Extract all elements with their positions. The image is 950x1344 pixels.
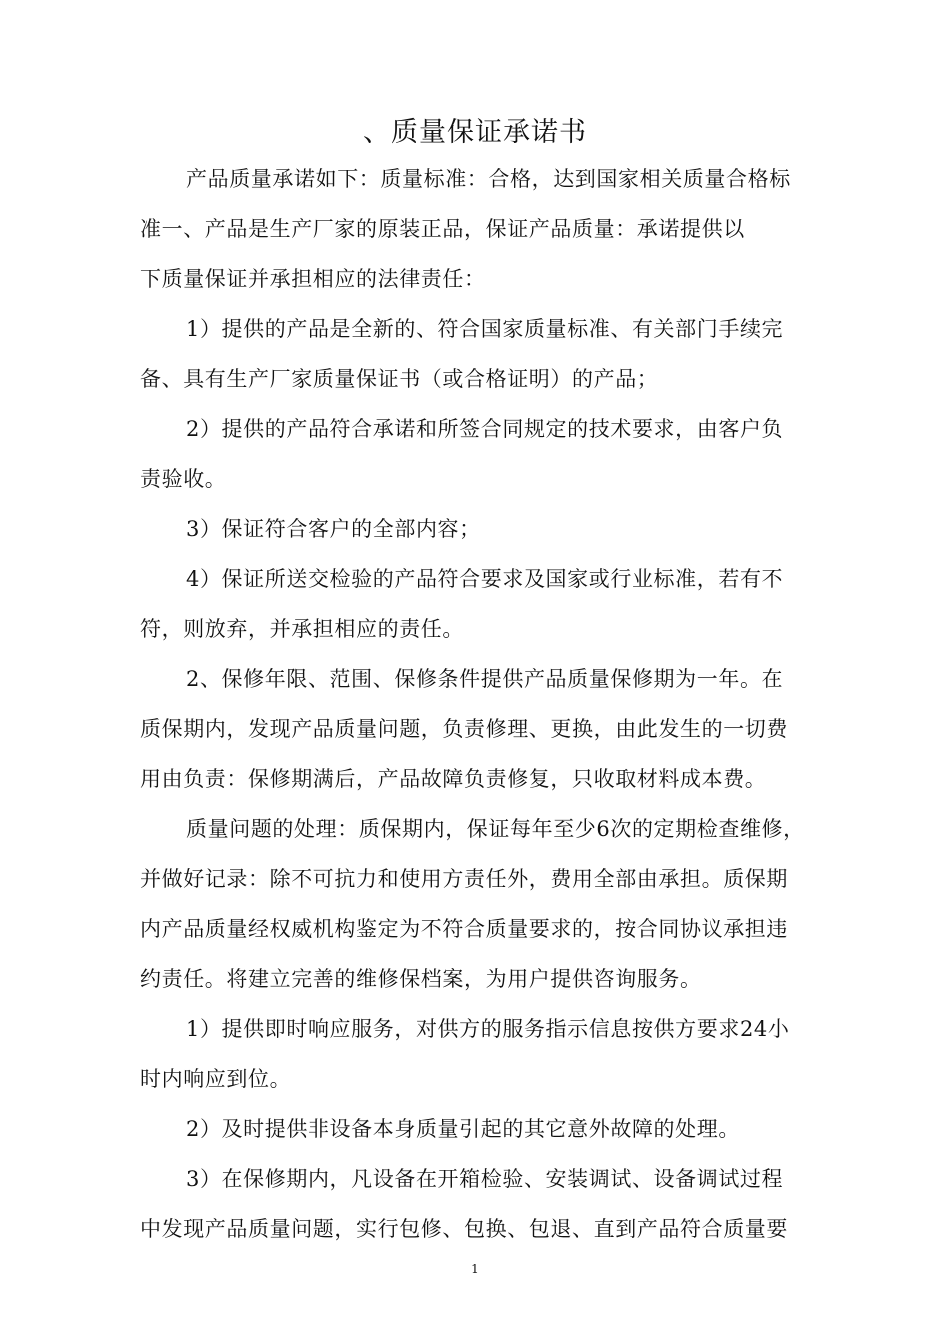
- body-line: 内产品质量经权威机构鉴定为不符合质量要求的，按合同协议承担违: [140, 917, 788, 941]
- body-line: 中发现产品质量问题，实行包修、包换、包退、直到产品符合质量要: [140, 1217, 788, 1241]
- body-line: 2）提供的产品符合承诺和所签合同规定的技术要求，由客户负: [186, 417, 784, 441]
- body-line: 准一、产品是生产厂家的原装正品，保证产品质量：承诺提供以: [140, 217, 745, 241]
- body-line: 3）保证符合客户的全部内容；: [186, 517, 481, 541]
- body-line: 1）提供即时响应服务，对供方的服务指示信息按供方要求24小: [186, 1017, 790, 1041]
- body-line: 2、保修年限、范围、保修条件提供产品质量保修期为一年。在: [186, 667, 784, 691]
- body-line: 用由负责：保修期满后，产品故障负责修复，只收取材料成本费。: [140, 767, 767, 791]
- body-line: 并做好记录：除不可抗力和使用方责任外，费用全部由承担。质保期: [140, 867, 788, 891]
- body-line: 质量问题的处理：质保期内，保证每年至少6次的定期检查维修，: [186, 817, 805, 841]
- page-number: 1: [471, 1262, 479, 1276]
- body-line: 2）及时提供非设备本身质量引起的其它意外故障的处理。: [186, 1117, 740, 1141]
- body-line: 下质量保证并承担相应的法律责任：: [140, 267, 486, 291]
- body-line: 产品质量承诺如下：质量标准：合格，达到国家相关质量合格标: [186, 167, 791, 191]
- body-line: 约责任。将建立完善的维修保档案，为用户提供咨询服务。: [140, 967, 702, 991]
- body-line: 时内响应到位。: [140, 1067, 292, 1091]
- body-line: 3）在保修期内，凡设备在开箱检验、安装调试、设备调试过程: [186, 1167, 784, 1191]
- body-line: 质保期内，发现产品质量问题，负责修理、更换，由此发生的一切费: [140, 717, 788, 741]
- body-line: 备、具有生产厂家质量保证书（或合格证明）的产品；: [140, 367, 659, 391]
- body-line: 4）保证所送交检验的产品符合要求及国家或行业标准，若有不: [186, 567, 784, 591]
- body-line: 责验收。: [140, 467, 227, 491]
- document-title: 、质量保证承诺书: [363, 117, 587, 148]
- body-line: 符，则放弃，并承担相应的责任。: [140, 617, 464, 641]
- body-line: 1）提供的产品是全新的、符合国家质量标准、有关部门手续完: [186, 317, 784, 341]
